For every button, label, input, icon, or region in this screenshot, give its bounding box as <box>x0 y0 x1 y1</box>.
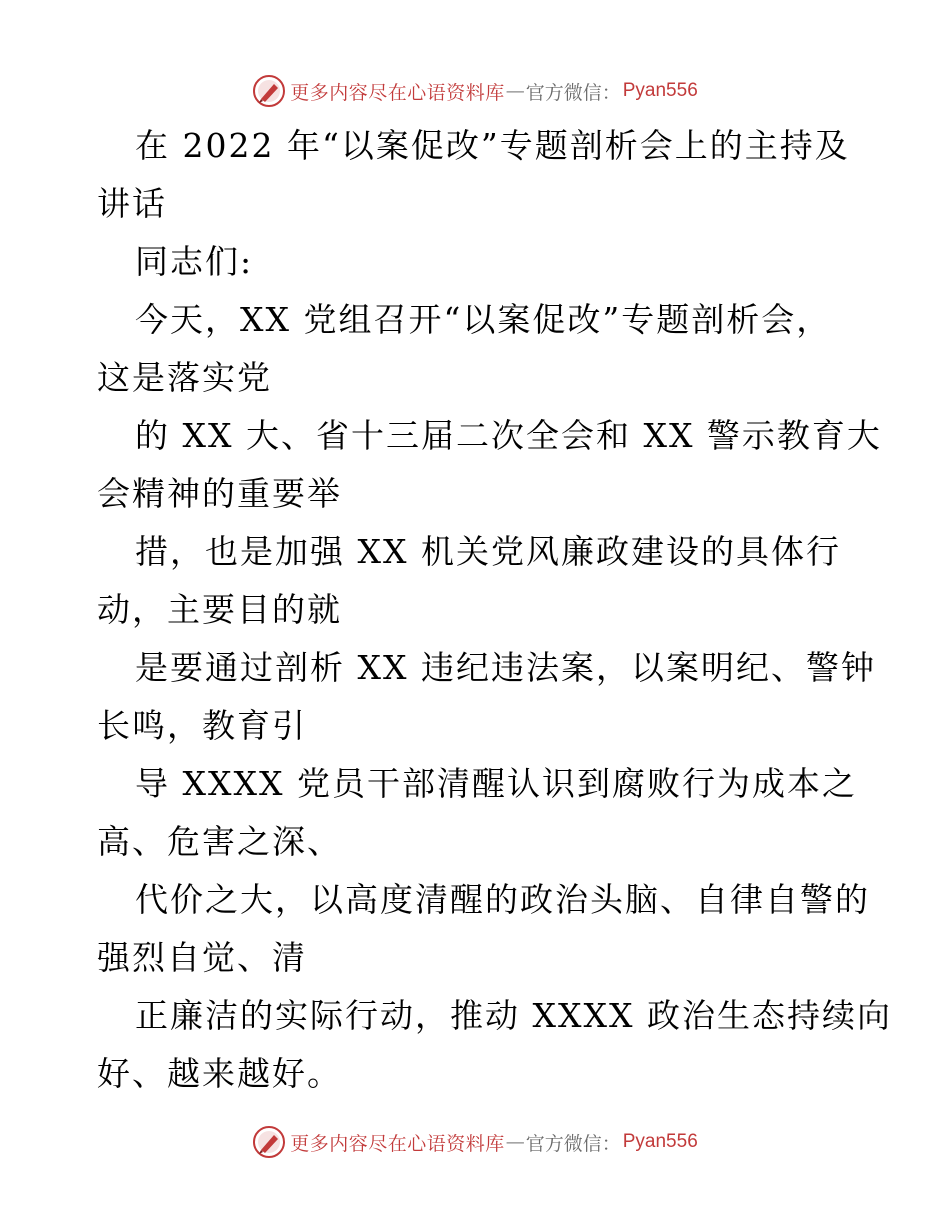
watermark-sub-text: 官方微信： <box>525 81 621 104</box>
paragraph-line: 代价之大，以高度清醒的政治头脑、自律自警的 <box>135 880 870 919</box>
pen-logo-icon <box>252 74 286 108</box>
salutation: 同志们: <box>135 242 254 281</box>
paragraph-line: 动，主要目的就 <box>97 590 342 629</box>
paragraph-line: 今天，XX 党组召开“以案促改”专题剖析会， <box>135 300 832 339</box>
watermark-dash: — <box>505 80 525 102</box>
paragraph-line: 这是落实党 <box>97 358 272 397</box>
watermark-main-text: 更多内容尽在心语资料库 <box>290 81 505 104</box>
paragraph-line: 高、危害之深、 <box>97 822 342 861</box>
paragraph-line: 长鸣，教育引 <box>97 706 307 745</box>
header-watermark <box>0 71 950 111</box>
paragraph-line: 正廉洁的实际行动，推动 XXXX 政治生态持续向 <box>135 996 892 1035</box>
watermark-account: Pyan556 <box>622 1131 698 1152</box>
watermark-main-text: 更多内容尽在心语资料库 <box>290 1132 505 1155</box>
paragraph-line: 导 XXXX 党员干部清醒认识到腐败行为成本之 <box>135 764 857 803</box>
document-body <box>97 117 892 1103</box>
watermark-dash: — <box>505 1131 525 1153</box>
paragraph-line: 会精神的重要举 <box>97 474 342 513</box>
paragraph-line: 措，也是加强 XX 机关党风廉政建设的具体行 <box>135 532 841 571</box>
paragraph-line: 好、越来越好。 <box>97 1054 342 1093</box>
footer-watermark <box>0 1122 950 1162</box>
paragraph-line: 强烈自觉、清 <box>97 938 307 977</box>
title-line-1: 在 2022 年“以案促改”专题剖析会上的主持及 <box>135 126 850 165</box>
watermark-sub-text: 官方微信： <box>525 1132 621 1155</box>
paragraph-line: 是要通过剖析 XX 违纪违法案，以案明纪、警钟 <box>135 648 876 687</box>
pen-logo-icon <box>252 1125 286 1159</box>
watermark-account: Pyan556 <box>622 80 698 101</box>
paragraph-line: 的 XX 大、省十三届二次全会和 XX 警示教育大 <box>135 416 882 455</box>
title-line-2: 讲话 <box>97 184 167 223</box>
